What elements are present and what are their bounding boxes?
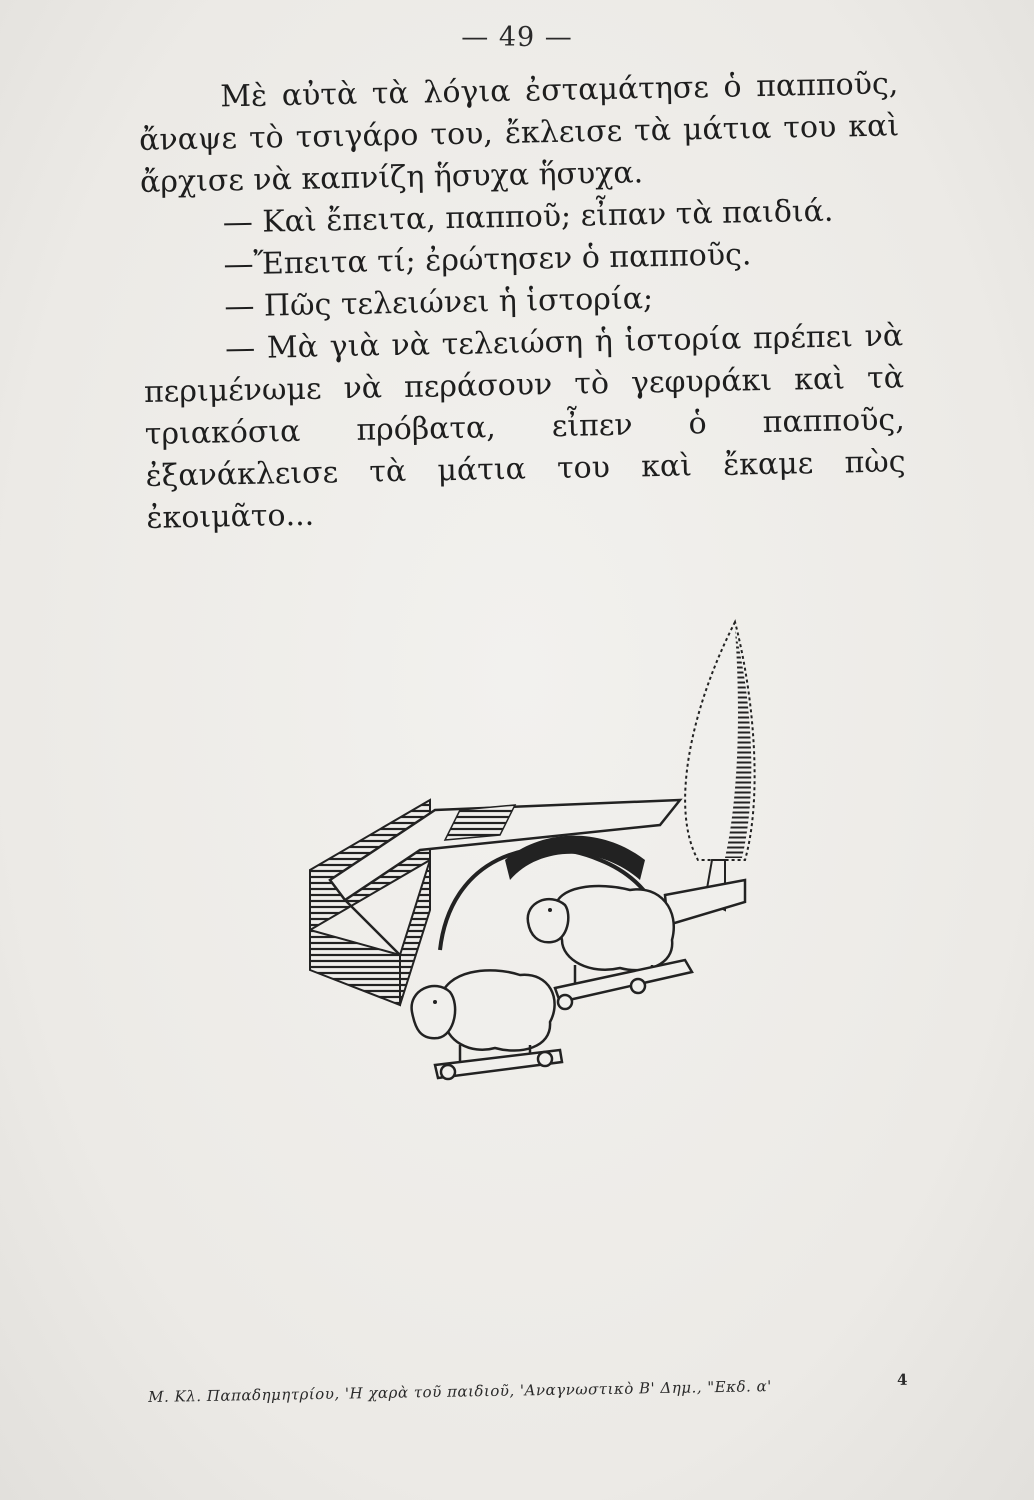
paragraph-5: — Μὰ γιὰ νὰ τελειώση ἡ ἱστορία πρέπει νὰ περιμένωμε νὰ περάσουν τὸ γεφυράκι καὶ τὰ τριακόσια πρόβατα, εἶπεν ὁ παπποῦς, ἐξανάκλεισε τὰ μάτια του καὶ ἔκαμε πὼς ἐκοιμᾶτο... (143, 318, 906, 536)
cypress-tree-icon (665, 622, 755, 925)
paragraph-2: — Καὶ ἔπειτα, παπποῦ; εἶπαν τὰ παιδιά. (222, 193, 834, 241)
page-number: — 49 — (461, 22, 573, 53)
footer-citation (148, 1370, 909, 1406)
citation-text: Μ. Κλ. Παπαδημητρίου, 'Η χαρὰ τοῦ παιδιοῦ, 'Αναγνωστικὸ Β' Δημ., "Εκδ. α' (148, 1377, 772, 1406)
paragraph-1: Μὲ αὐτὰ τὰ λόγια ἐσταμάτησε ὁ παπποῦς, ἄναψε τὸ τσιγάρο του, ἔκλεισε τὰ μάτια του καὶ ἄρχισε νὰ καπνίζη ἥσυχα ἥσυχα. (138, 66, 900, 200)
sheep-icon-front (412, 970, 562, 1079)
story-text (138, 63, 907, 540)
paragraph-4: — Πῶς τελειώνει ἡ ἱστορία; (224, 281, 654, 325)
paragraph-3: —Ἔπειτα τί; ἐρώτησεν ὁ παπποῦς. (223, 237, 752, 283)
signature-mark: 4 (896, 1370, 909, 1389)
bridge-sheep-illustration (300, 610, 770, 1090)
